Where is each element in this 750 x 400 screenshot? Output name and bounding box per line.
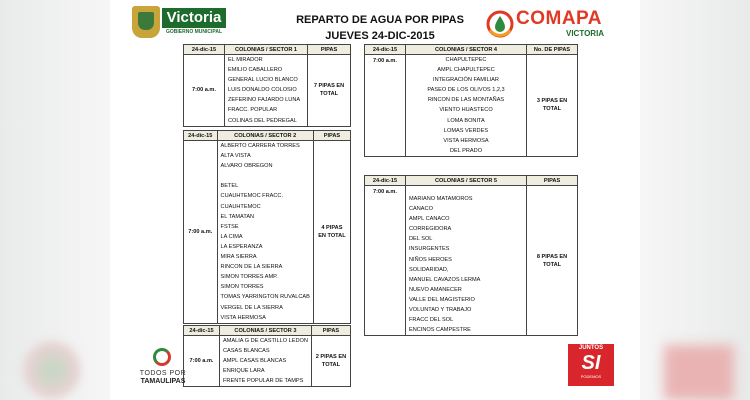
delivery-time: 7:00 a.m. (184, 55, 225, 127)
colonia-item: NIÑOS HEROES (409, 256, 452, 263)
sector-2-table (183, 130, 351, 324)
pipas-total: 8 PIPAS EN TOTAL (527, 186, 578, 336)
colonia-item: EMILIO CABALLERO (228, 67, 283, 74)
colonia-item: LA CIMA (220, 233, 243, 240)
comapa-logo-sub: VICTORIA (566, 29, 605, 38)
colonia-item: FSTSE (220, 223, 239, 230)
colonias-list (223, 336, 308, 386)
colonia-item: CASAS BLANCAS (223, 348, 270, 355)
pipas-header: No. DE PIPAS (527, 45, 578, 55)
colonia-item: PASEO DE LOS OLIVOS 1,2,3 (427, 87, 505, 94)
sector-1-table (183, 44, 351, 127)
colonia-item: AMPL CANACO (409, 216, 450, 223)
colonia-item: LOMAS VERDES (443, 127, 489, 134)
pipas-total: 2 PIPAS EN TOTAL (311, 336, 350, 387)
colonia-item: SIMON TORRES AMP. (220, 274, 278, 281)
comapa-logo-name: COMAPA (516, 8, 603, 29)
colonia-item: ZEFERINO FAJARDO LUNA (228, 97, 301, 104)
colonia-item: RINCON DE LAS MONTAÑAS (427, 97, 505, 104)
colonia-item: GENERAL LUCIO BLANCO (228, 77, 298, 84)
colonia-item: CHAPULTEPEC (445, 57, 487, 63)
delivery-time: 7:00 a.m. (365, 55, 406, 157)
todos-ring-icon (153, 348, 171, 366)
colonia-item: ENRIQUE LARA (223, 368, 265, 375)
pipas-total: 4 PIPAS EN TOTAL (313, 141, 350, 324)
pipas-header: PIPAS (308, 45, 351, 55)
colonia-item: LUIS DONALDO COLOSIO (228, 87, 297, 94)
todos-logo-line-1: TODOS POR (139, 370, 187, 377)
sector-date: 24-dic-15 (184, 45, 225, 55)
colonia-item: LA ESPERANZA (220, 243, 263, 250)
page-title (280, 12, 480, 44)
colonia-item: MARIANO MATAMOROS (409, 196, 473, 202)
victoria-shield-icon (132, 6, 160, 38)
colonia-item: EL TAMATAN (220, 213, 255, 220)
sector-title: COLONIAS / SECTOR 4 (406, 45, 527, 55)
colonia-item: COLINAS DEL PEDREGAL (228, 117, 297, 124)
colonia-item: VISTA HERMOSA (443, 137, 489, 144)
colonia-item: SOLIDARIDAD, (409, 266, 449, 273)
sector-date: 24-dic-15 (184, 326, 220, 336)
colonias-list (228, 55, 304, 126)
colonia-item: MIRA SIERRA (220, 254, 257, 261)
colonia-item: DEL SOL (409, 236, 433, 243)
colonia-item: TOMAS YARRINGTON RUVALCAB (220, 294, 310, 301)
colonia-item: FRACC DEL SOL (409, 317, 454, 324)
colonias-list (221, 141, 310, 323)
colonia-item: VIENTO HUASTECO (439, 107, 493, 114)
title-line-2: JUEVES 24-DIC-2015 (325, 30, 435, 42)
juntos-logo-line-2: SI (581, 352, 601, 374)
colonia-item (221, 171, 310, 181)
colonia-item: INTEGRACIÓN FAMILIAR (433, 77, 499, 84)
colonia-item: AMALIA G DE CASTILLO LEDON (223, 338, 308, 344)
colonias-cell (217, 141, 313, 324)
victoria-logo (132, 6, 228, 38)
comapa-drop-icon (486, 10, 514, 38)
blurred-logo-right (664, 345, 734, 400)
colonia-item: CORREGIDORA (409, 226, 452, 233)
sector-date: 24-dic-15 (184, 131, 218, 141)
pipas-header: PIPAS (313, 131, 350, 141)
document-page (110, 0, 640, 400)
colonia-item: ALBERTO CARRERA TORRES (220, 143, 300, 149)
colonia-item: VERGEL DE LA SIERRA (220, 304, 283, 311)
colonia-item: ALVARO OBREGON (220, 163, 273, 170)
sector-title: COLONIAS / SECTOR 1 (225, 45, 308, 55)
colonia-item: INSURGENTES (409, 246, 450, 253)
colonia-item: VALLE DEL MAGISTERIO (409, 296, 475, 303)
background-blur-right (640, 0, 750, 400)
todos-logo-line-2: TAMAULIPAS (140, 378, 186, 385)
colonia-item: EL MIRADOR (228, 57, 263, 63)
juntos-logo-line-3: PODEMOS (580, 374, 602, 379)
colonia-item: FRACC. POPULAR (228, 107, 278, 114)
blurred-logo-left (22, 340, 82, 400)
colonia-item: SIMON TORRES (220, 284, 264, 291)
delivery-time: 7:00 a.m. (184, 141, 218, 324)
colonia-item: DEL PRADO (449, 147, 483, 154)
sector-date: 24-dic-15 (365, 45, 406, 55)
sector-5-table (364, 175, 578, 336)
delivery-time: 7:00 a.m. (184, 336, 220, 387)
colonia-item: ALTA VISTA (220, 153, 251, 160)
colonia-item: MANUEL CAVAZOS LERMA (409, 276, 481, 283)
colonia-item: CANACO (409, 206, 433, 213)
colonia-item: FRENTE POPULAR DE TAMPS (223, 378, 304, 385)
colonia-item: AMPL CASAS BLANCAS (223, 358, 287, 365)
colonias-cell (406, 55, 527, 157)
pipas-total: 7 PIPAS EN TOTAL (308, 55, 351, 127)
sector-date: 24-dic-15 (365, 176, 406, 186)
colonias-cell (406, 186, 527, 336)
sector-3-table (183, 325, 351, 387)
colonia-item: VISTA HERMOSA (220, 314, 266, 321)
title-line-1: REPARTO DE AGUA POR PIPAS (296, 14, 464, 26)
comapa-logo (486, 8, 614, 40)
sector-title: COLONIAS / SECTOR 5 (406, 176, 527, 186)
colonia-item: AMPL CHAPULTEPEC (437, 67, 495, 74)
colonia-item: ENCINOS CAMPESTRE (409, 327, 471, 334)
sector-title: COLONIAS / SECTOR 3 (220, 326, 312, 336)
colonias-cell (225, 55, 308, 127)
colonia-item: LOMA BONITA (447, 117, 485, 124)
pipas-header: PIPAS (527, 176, 578, 186)
colonia-item: RINCON DE LA SIERRA (220, 264, 283, 271)
victoria-logo-name: Victoria (162, 8, 226, 28)
colonias-list (409, 194, 523, 335)
sector-title: COLONIAS / SECTOR 2 (217, 131, 313, 141)
pipas-total: 3 PIPAS EN TOTAL (527, 55, 578, 157)
colonias-list (409, 55, 523, 156)
juntos-si-podemos-logo (568, 344, 614, 386)
delivery-time: 7:00 a.m. (365, 186, 406, 336)
todos-por-tamaulipas-logo (128, 348, 198, 388)
victoria-logo-sub: GOBIERNO MUNICIPAL (165, 29, 223, 35)
colonia-item: NUEVO AMANECER (409, 286, 462, 293)
colonias-cell (220, 336, 312, 387)
colonia-item: BETEL (220, 183, 239, 190)
sector-4-table (364, 44, 578, 157)
colonia-item: VOLUNTAD Y TRABAJO (409, 307, 472, 314)
colonia-item: CUAUHTEMOC FRACC. (220, 193, 283, 200)
colonia-item: CUAUHTEMOC (220, 203, 261, 210)
pipas-header: PIPAS (311, 326, 350, 336)
juntos-logo-line-1: JUNTOS (578, 345, 604, 351)
